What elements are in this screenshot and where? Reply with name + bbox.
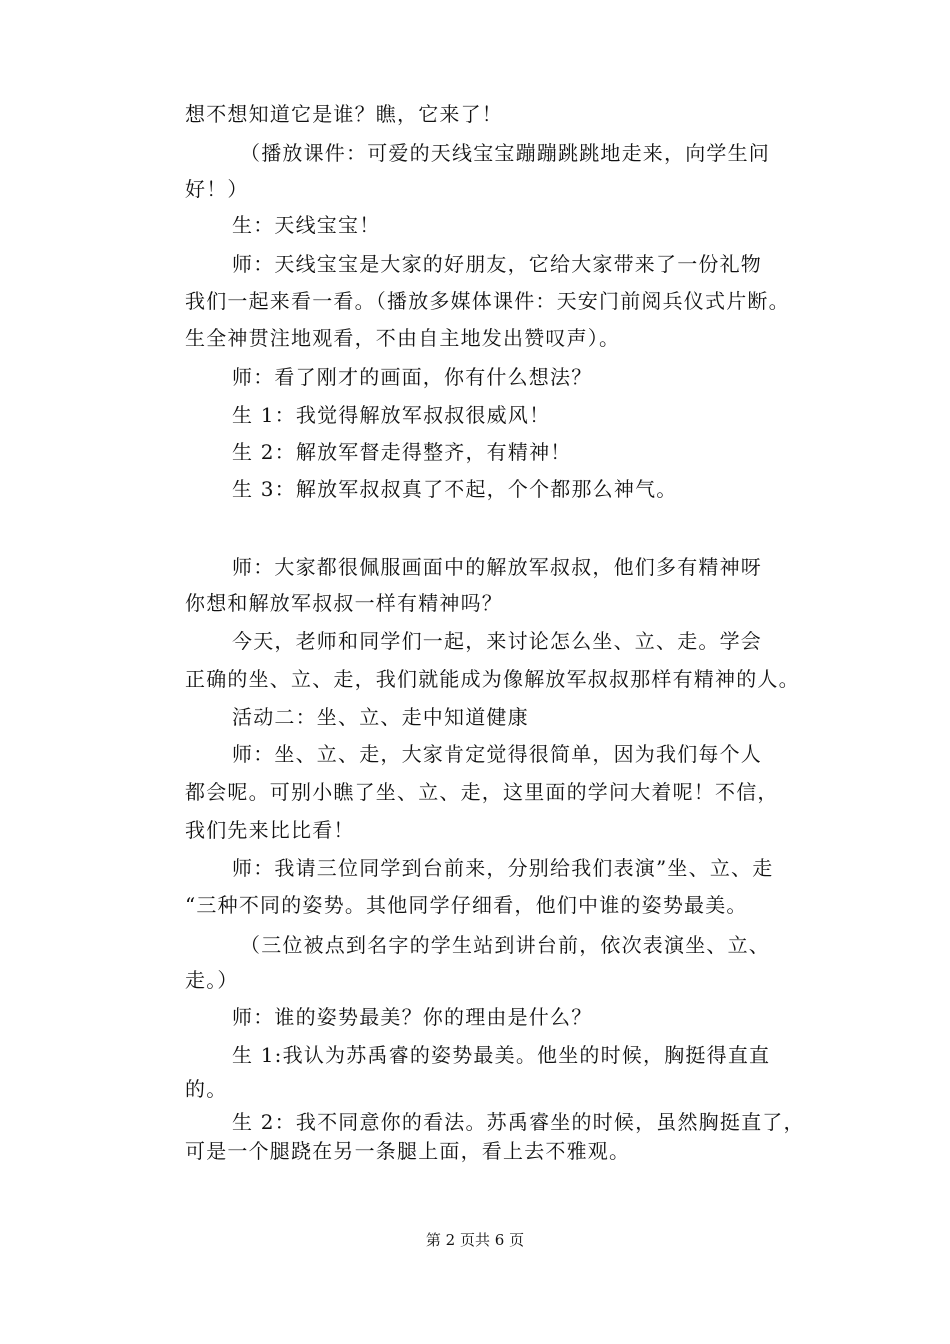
text-line: 你想和解放军叔叔一样有精神吗？ xyxy=(185,591,503,615)
text-line: 正确的坐、立、走，我们就能成为像解放军叔叔那样有精神的人。 xyxy=(185,667,800,691)
text-line: （三位被点到名字的学生站到讲台前，依次表演坐、立、 xyxy=(240,933,770,957)
text-line: 师：天线宝宝是大家的好朋友，它给大家带来了一份礼物 xyxy=(232,252,762,276)
text-line: 生 1：我觉得解放军叔叔很威风！ xyxy=(232,403,551,427)
text-line: 的。 xyxy=(185,1077,228,1101)
text-line: 生 2：解放军督走得整齐，有精神！ xyxy=(232,440,572,464)
text-line: 师：我请三位同学到台前来，分别给我们表演”坐、立、走 xyxy=(232,856,774,880)
text-line: 活动二：坐、立、走中知道健康 xyxy=(232,705,529,729)
text-line: 师：坐、立、走，大家肯定觉得很简单，因为我们每个人 xyxy=(232,742,762,766)
text-line: （播放课件：可爱的天线宝宝蹦蹦跳跳地走来，向学生问 xyxy=(240,141,770,165)
text-line: 生 1:我认为苏禹睿的姿势最美。他坐的时候，胸挺得直直 xyxy=(232,1043,771,1067)
text-line: 今天，老师和同学们一起，来讨论怎么坐、立、走。学会 xyxy=(232,629,762,653)
text-line: 想不想知道它是谁？瞧，它来了！ xyxy=(185,102,503,126)
text-line: “三种不同的姿势。其他同学仔细看，他们中谁的姿势最美。 xyxy=(185,893,748,917)
text-line: 好！） xyxy=(185,177,249,201)
text-line: 可是一个腿跷在另一条腿上面，看上去不雅观。 xyxy=(185,1139,631,1163)
text-line: 师：看了刚才的画面，你有什么想法？ xyxy=(232,365,593,389)
text-line: 师：大家都很佩服画面中的解放军叔叔，他们多有精神呀 xyxy=(232,555,762,579)
text-line: 走。） xyxy=(185,968,239,992)
text-line: 生 3：解放军叔叔真了不起，个个都那么神气。 xyxy=(232,477,678,501)
text-line: 生全神贯注地观看，不由自主地发出赞叹声）。 xyxy=(185,326,621,350)
text-line: 师：谁的姿势最美？你的理由是什么？ xyxy=(232,1005,593,1029)
text-line: 生 2：我不同意你的看法。苏禹睿坐的时候，虽然胸挺直了， xyxy=(232,1110,805,1134)
page-footer: 第 2 页共 6 页 xyxy=(425,1231,525,1249)
text-line: 我们一起来看一看。（播放多媒体课件：天安门前阅兵仪式片断。 xyxy=(185,289,790,313)
text-line: 我们先来比比看！ xyxy=(185,818,355,842)
text-line: 生：天线宝宝！ xyxy=(232,213,381,237)
text-line: 都会呢。可别小瞧了坐、立、走，这里面的学问大着呢！不信， xyxy=(185,780,779,804)
